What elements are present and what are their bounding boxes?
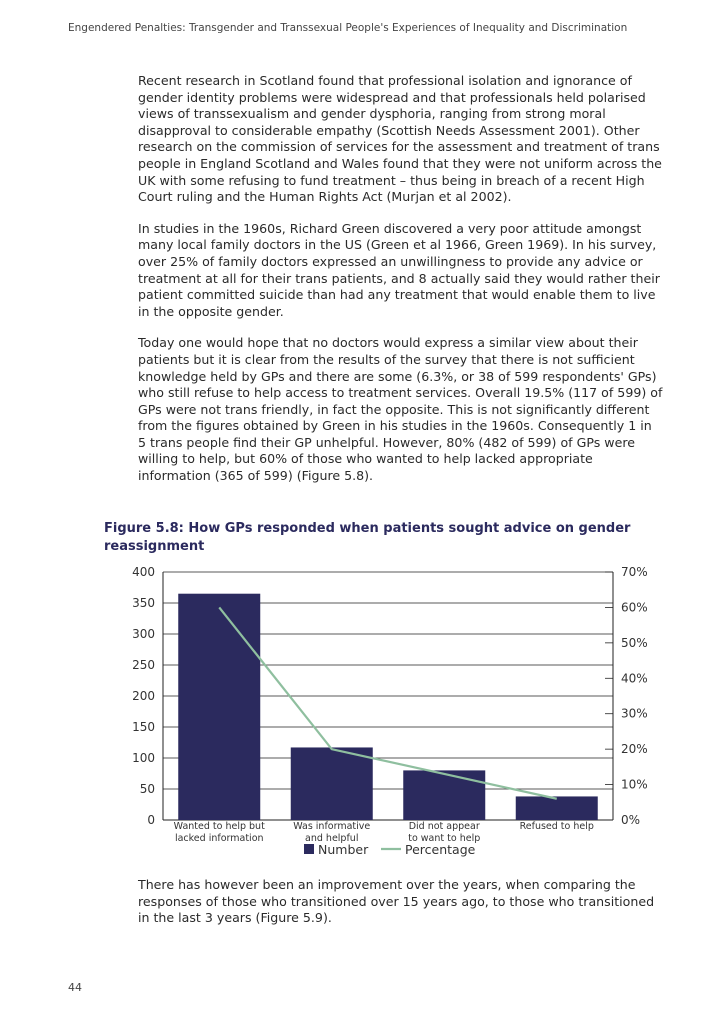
y-left-tick-label: 50 (139, 782, 155, 796)
x-category-label: Wanted to help but (173, 821, 265, 832)
paragraph-survey-results: Today one would hope that no doctors would express a similar view about their patients but it is clear from the results of the survey that there is not sufficient knowledge held by GPs and there are some (6.3%, or 38 of 599 respondents' GPs) who still refuse to help access to treatment services. Overall 19.5% (117 of 599) of GPs were not trans friendly, in fact the opposite. This is not significantly different from the figures obtained by Green in his studies in the 1960s. Consequently 1 in 5 trans people find their GP unhelpful. However, 80% (482 of 599) of GPs were willing to help, but 60% of those who wanted to help lacked appropriate information (365 of 599) (Figure 5.8). (138, 335, 663, 484)
x-category-label: lacked information (174, 833, 264, 844)
y-right-tick-label: 10% (621, 777, 648, 792)
page-number: 44 (68, 981, 82, 994)
y-left-tick-label: 200 (132, 689, 155, 703)
y-left-tick-label: 300 (132, 627, 155, 641)
y-left-tick-label: 150 (132, 720, 155, 734)
paragraph-scotland-research: Recent research in Scotland found that professional isolation and ignorance of gender identity problems were widespread and that professionals held polarised views of transsexualism and gender dysphoria, ranging from strong moral disapproval to considerable empathy (Scottish Needs Assessment 2001). Other research on the commission of services for the assessment and treatment of trans people in England Scotland and Wales found that they were not uniform across the UK with some refusing to fund treatment – thus being in breach of a recent High Court ruling and the Human Rights Act (Murjan et al 2002). (138, 73, 662, 205)
figure-caption: Figure 5.8: How GPs responded when patients sought advice on gender reassignment (104, 521, 631, 554)
y-right-tick-label: 0% (621, 813, 641, 827)
closing-text (138, 877, 663, 927)
y-right-tick-label: 20% (621, 742, 648, 757)
x-category-label: to want to help (408, 833, 481, 844)
legend-label-percentage: Percentage (405, 842, 476, 857)
y-right-tick-label: 40% (621, 671, 648, 686)
paragraph-green-studies: In studies in the 1960s, Richard Green discovered a very poor attitude amongst many local family doctors in the US (Green et al 1966, Green 1969). In his survey, over 25% of family doctors expressed an unwillingness to provide any advice or treatment at all for their trans patients, and 8 actually said they would rather their patient committed suicide than had any treatment that would enable them to live in the opposite gender. (138, 220, 660, 319)
bar (516, 796, 598, 820)
body-text (138, 73, 663, 500)
y-left-tick-label: 0 (147, 813, 155, 827)
x-category-label: Did not appear (408, 821, 480, 832)
bar (291, 747, 373, 820)
y-right-tick-label: 70% (621, 565, 648, 579)
y-left-tick-label: 100 (132, 751, 155, 765)
x-category-label: Refused to help (519, 821, 594, 832)
paragraph-improvement: There has however been an improvement over the years, when comparing the responses of those who transitioned over 15 years ago, to those who transitioned in the last 3 years (Figure 5.9). (138, 877, 655, 926)
y-right-tick-label: 60% (621, 600, 648, 615)
x-category-label: Was informative (293, 821, 371, 832)
y-left-tick-label: 400 (132, 565, 155, 579)
y-right-tick-label: 50% (621, 635, 648, 650)
percentage-line (219, 607, 557, 798)
x-category-label: and helpful (305, 833, 359, 844)
legend-label-number: Number (318, 842, 369, 857)
y-left-tick-label: 350 (132, 596, 155, 610)
y-left-tick-label: 250 (132, 658, 155, 672)
legend-swatch-number (304, 844, 314, 854)
running-header: Engendered Penalties: Transgender and Transsexual People's Experiences of Inequality and Discrimination (68, 22, 628, 34)
bar (403, 770, 485, 820)
bar (178, 594, 260, 820)
y-right-tick-label: 30% (621, 706, 648, 721)
gp-response-chart (0, 555, 728, 865)
